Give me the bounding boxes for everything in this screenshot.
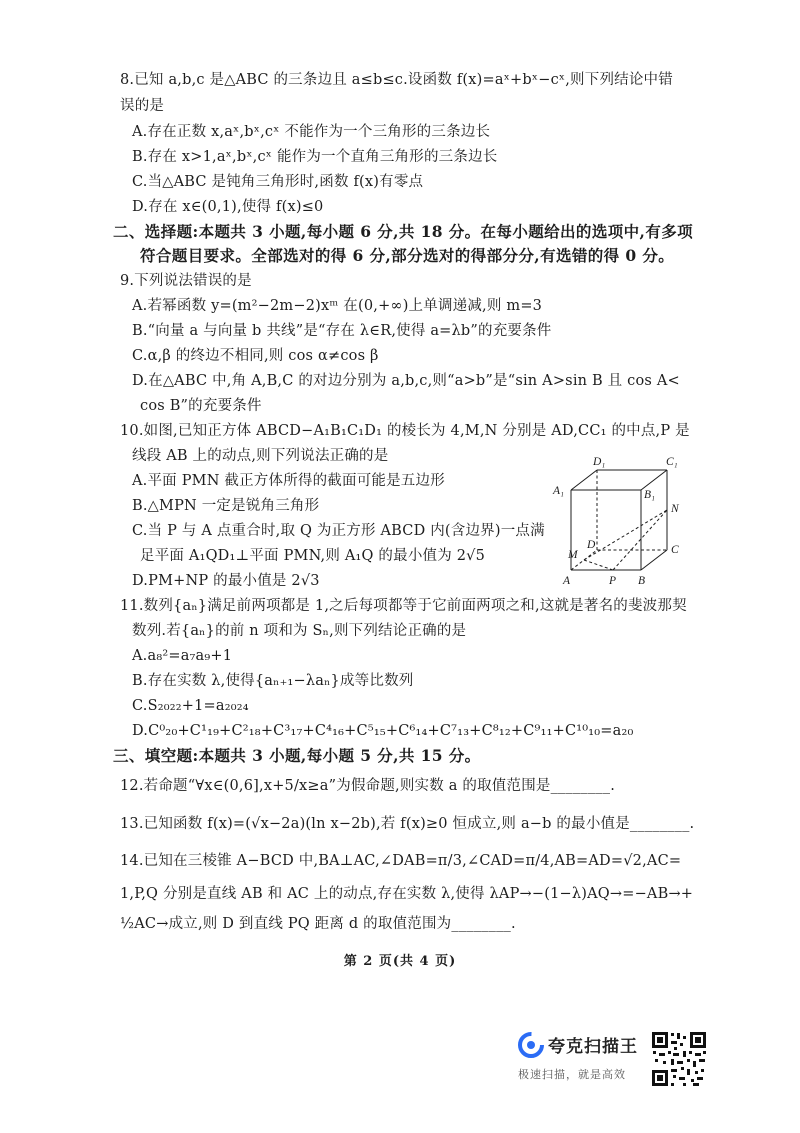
q14-line-1: 14.已知在三棱锥 A−BCD 中,BA⊥AC,∠DAB=π/3,∠CAD=π/4,AB=AD=√2,AC=	[120, 853, 682, 869]
q8-option-a: A.存在正数 x,aˣ,bˣ,cˣ 不能作为一个三角形的三条边长	[132, 124, 491, 140]
q11-option-b: B.存在实数 λ,使得{aₙ₊₁−λaₙ}成等比数列	[132, 673, 414, 689]
q11-stem-cont: 数列.若{aₙ}的前 n 项和为 Sₙ,则下列结论正确的是	[132, 623, 467, 639]
label-p: P	[609, 575, 617, 587]
segment-mp	[584, 560, 613, 570]
label-c: C	[671, 544, 679, 556]
q9-option-d: D.在△ABC 中,角 A,B,C 的对边分别为 a,b,c,则“a>b”是“sin A>sin B 且 cos A<	[132, 373, 680, 389]
label-a1: A₁	[553, 485, 565, 497]
q8-option-b: B.存在 x>1,aˣ,bˣ,cˣ 能作为一个直角三角形的三条边长	[132, 149, 498, 165]
cube-figure	[545, 452, 695, 590]
qr-code-icon	[651, 1031, 707, 1087]
label-c1: C₁	[666, 456, 678, 468]
section-2-heading-cont: 符合题目要求。全部选对的得 6 分,部分选对的得部分分,有选错的得 0 分。	[140, 246, 675, 265]
q8-stem: 8.已知 a,b,c 是△ABC 的三条边且 a≤b≤c.设函数 f(x)=aˣ+bˣ−cˣ,则下列结论中错	[120, 72, 673, 88]
q9-option-b: B.“向量 a 与向量 b 共线”是“存在 λ∈R,使得 a=λb”的充要条件	[132, 323, 552, 339]
label-b1: B₁	[644, 489, 656, 501]
q11-option-d: D.C⁰₂₀+C¹₁₉+C²₁₈+C³₁₇+C⁴₁₆+C⁵₁₅+C⁶₁₄+C⁷₁₃+C⁸₁₂+C⁹₁₁+C¹⁰₁₀=a₂₀	[132, 723, 634, 739]
q11-option-c: C.S₂₀₂₂+1=a₂₀₂₄	[132, 698, 249, 714]
label-a: A	[563, 575, 571, 587]
q9-option-a: A.若幂函数 y=(m²−2m−2)xᵐ 在(0,+∞)上单调递减,则 m=3	[132, 298, 543, 314]
edge-b1c1	[641, 470, 667, 490]
label-m: M	[568, 549, 578, 561]
q14-line-2: 1,P,Q 分别是直线 AB 和 AC 上的动点,存在实数 λ,使得 λAP→−(1−λ)AQ→=−AB→+	[120, 886, 694, 902]
scanner-logo-icon	[518, 1032, 544, 1058]
q10-stem: 10.如图,已知正方体 ABCD−A₁B₁C₁D₁ 的棱长为 4,M,N 分别是 AD,CC₁ 的中点,P 是	[120, 423, 690, 439]
label-n: N	[671, 503, 679, 515]
q10-option-c-cont: 足平面 A₁QD₁⊥平面 PMN,则 A₁Q 的最小值为 2√5	[140, 548, 486, 564]
q10-stem-cont: 线段 AB 上的动点,则下列说法正确的是	[132, 448, 389, 464]
q10-option-d: D.PM+NP 的最小值是 2√3	[132, 573, 320, 589]
q10-option-b: B.△MPN 一定是锐角三角形	[132, 498, 320, 514]
scanner-brand: 夸克扫描王	[548, 1037, 638, 1057]
q12: 12.若命题“∀x∈(0,6],x+5/x≥a”为假命题,则实数 a 的取值范围是________.	[120, 778, 616, 794]
q10-option-c: C.当 P 与 A 点重合时,取 Q 为正方形 ABCD 内(含边界)一点满	[132, 523, 545, 539]
page-footer: 第 2 页(共 4 页)	[343, 954, 457, 969]
q8-option-c: C.当△ABC 是钝角三角形时,函数 f(x)有零点	[132, 174, 424, 190]
q9-stem: 9.下列说法错误的是	[120, 273, 252, 289]
q9-option-d-cont: cos B”的充要条件	[140, 398, 262, 414]
q10-option-a: A.平面 PMN 截正方体所得的截面可能是五边形	[132, 473, 445, 489]
q9-option-c: C.α,β 的终边不相同,则 cos α≠cos β	[132, 348, 379, 364]
q11-stem: 11.数列{aₙ}满足前两项都是 1,之后每项都等于它前面两项之和,这就是著名的斐波那契	[120, 598, 687, 614]
label-d: D	[587, 539, 596, 551]
q8-stem-cont: 误的是	[120, 98, 165, 114]
label-d1: D₁	[593, 456, 606, 468]
edge-a1d1	[571, 470, 597, 490]
q14-line-3: ½AC→成立,则 D 到直线 PQ 距离 d 的取值范围为________.	[120, 916, 516, 932]
section-3-heading: 三、填空题:本题共 3 小题,每小题 5 分,共 15 分。	[113, 746, 481, 765]
label-b: B	[638, 575, 646, 587]
scanner-slogan: 极速扫描，就是高效	[518, 1068, 626, 1081]
q11-option-a: A.a₈²=a₇a₉+1	[132, 648, 233, 664]
segment-pn	[613, 510, 667, 570]
edge-bc	[641, 550, 667, 570]
q13: 13.已知函数 f(x)=(√x−2a)(ln x−2b),若 f(x)≥0 恒成立,则 a−b 的最小值是________.	[120, 816, 695, 832]
segment-mn	[584, 510, 667, 560]
section-2-heading: 二、选择题:本题共 3 小题,每小题 6 分,共 18 分。在每小题给出的选项中,有多项	[113, 222, 694, 241]
q8-option-d: D.存在 x∈(0,1),使得 f(x)≤0	[132, 199, 324, 215]
